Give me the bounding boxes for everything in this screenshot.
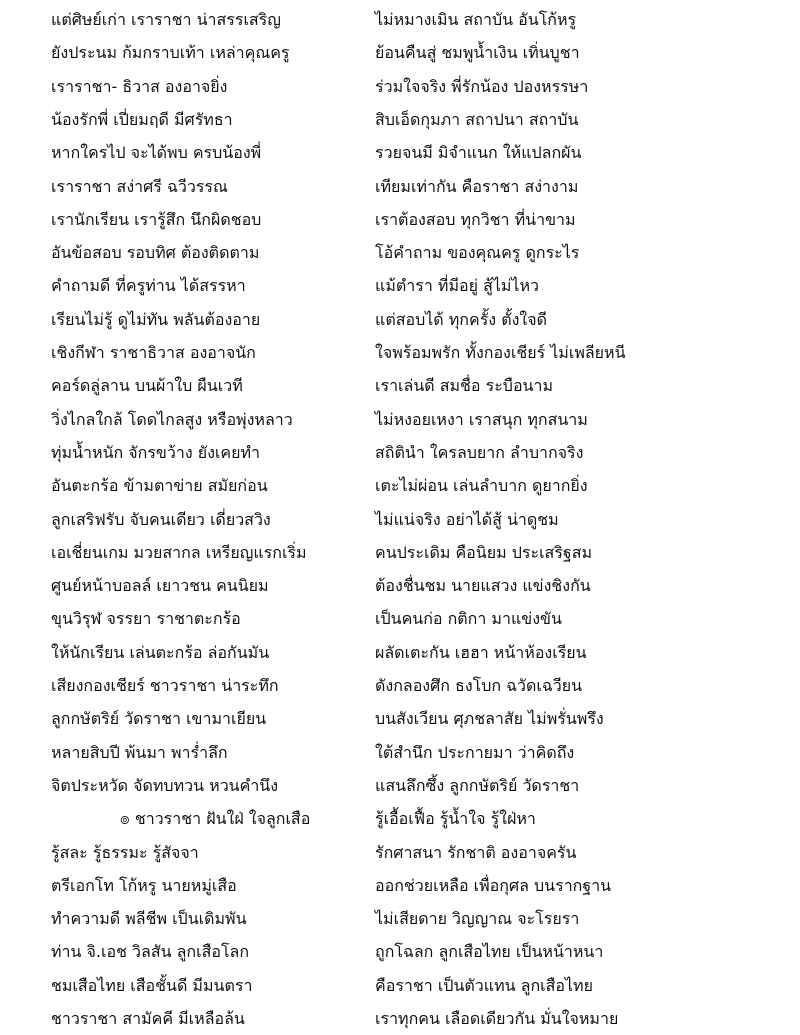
couplet-row (0, 304, 800, 336)
couplet-row (0, 970, 800, 1002)
verse-right: รักศาสนา รักชาติ องอาจครัน (375, 842, 577, 862)
couplet-row (0, 437, 800, 469)
couplet-row (0, 837, 800, 869)
verse-right: สิบเอ็ดกุมภา สถาปนา สถาบัน (375, 109, 579, 129)
couplet-row (0, 703, 800, 735)
verse-left: แต่ศิษย์เก่า เราราชา น่าสรรเสริญ (51, 10, 281, 29)
verse-left: คำถามดี ที่ครูท่าน ได้สรรหา (51, 276, 246, 296)
verse-left: เอเชี่ยนเกม มวยสากล เหรียญแรกเริ่ม (51, 542, 307, 562)
verse-right: ไม่เสียดาย วิญญาณ จะโรยรา (375, 909, 580, 929)
verse-left: หลายสิบปี พ้นมา พาร่ำลึก (51, 742, 228, 762)
verse-left: รู้สละ รู้ธรรมะ รู้สัจจา (51, 842, 199, 862)
verse-left: ทำความดี พลีชีพ เป็นเดิมพัน (51, 909, 247, 929)
verse-right: ไม่หมางเมิน สถาบัน อันโก้หรู (375, 10, 577, 29)
verse-right: บนสังเวียน ศุภชลาสัย ไม่พรั่นพรึง (375, 709, 604, 729)
verse-left: คอร์ดลู่ลาน บนผ้าใบ ผืนเวที (51, 376, 243, 396)
verse-left: เราราชา สง่าศรี ฉวีวรรณ (51, 176, 228, 196)
verse-left: เรานักเรียน เรารู้สึก นึกผิดชอบ (51, 209, 262, 229)
verse-left: ให้นักเรียน เล่นตะกร้อ ล่อกันมัน (51, 642, 270, 662)
couplet-row (0, 737, 800, 769)
couplet-row (0, 37, 800, 69)
verse-right: ดังกลองศึก ธงโบก ฉวัดเฉวียน (375, 676, 583, 695)
verse-right: ไม่แน่จริง อย่าได้สู้ น่าดูชม (375, 509, 559, 529)
couplet-row (0, 637, 800, 669)
verse-right: แต่สอบได้ ทุกครั้ง ตั้งใจดี (375, 309, 547, 329)
couplet-row (0, 470, 800, 502)
couplet-row (0, 936, 800, 968)
verse-right: โอ้คำถาม ของคุณครู ดูกระไร (375, 243, 580, 263)
couplet-row (0, 504, 800, 536)
couplet-row (0, 603, 800, 635)
verse-left: เราราชา- ธิวาส องอาจยิ่ง (51, 76, 228, 96)
verse-left: ลูกเสริฟรับ จับคนเดียว เดี่ยวสวิง (51, 509, 271, 529)
verse-right: ใต้สำนึก ประกายมา ว่าคิดถึง (375, 742, 575, 762)
couplet-row (0, 4, 800, 36)
verse-left: น้องรักพี่ เปี่ยมฤดี มีศรัทธา (51, 109, 233, 129)
verse-left: อันข้อสอบ รอบทิศ ต้องติดตาม (51, 243, 260, 263)
couplet-row (0, 803, 800, 835)
couplet-row (0, 903, 800, 935)
couplet-row (0, 404, 800, 436)
verse-left: ท่าน จิ.เอช วิลสัน ลูกเสือโลก (51, 942, 250, 962)
verse-right: ร่วมใจจริง พี่รักน้อง ปองหรรษา (375, 76, 589, 96)
verse-left: ทุ่มน้ำหนัก จักรขว้าง ยังเคยทำ (51, 442, 260, 462)
verse-right: เราทุกคน เลือดเดียวกัน มั่นใจหมาย (375, 1009, 619, 1028)
couplet-row (0, 1003, 800, 1035)
couplet-row (0, 237, 800, 269)
verse-left: ชาวราชา สามัคคี มีเหลือล้น (51, 1009, 245, 1028)
verse-left: จิตประหวัด จัดทบทวน หวนคำนึง (51, 775, 279, 795)
verse-right: ออกช่วยเหลือ เพื่อกุศล บนรากฐาน (375, 875, 612, 895)
verse-right: ไม่หงอยเหงา เราสนุก ทุกสนาม (375, 409, 588, 429)
couplet-row (0, 537, 800, 569)
verse-right: แสนลึกซึ้ง ลูกกษัตริย์ วัดราชา (375, 775, 580, 795)
verse-left: อันตะกร้อ ข้ามตาข่าย สมัยก่อน (51, 476, 268, 496)
couplet-row (0, 670, 800, 702)
couplet-row (0, 370, 800, 402)
couplet-row (0, 137, 800, 169)
verse-right: เตะไม่ผ่อน เล่นลำบาก ดูยากยิ่ง (375, 476, 588, 496)
verse-left: วิ่งไกลใกล้ โดดไกลสูง หรือพุ่งหลาว (51, 409, 293, 429)
verse-left: เสียงกองเชียร์ ชาวราชา น่าระทึก (51, 676, 279, 695)
verse-left: ตรีเอกโท โก้หรู นายหมู่เสือ (51, 875, 237, 895)
couplet-row (0, 204, 800, 236)
verse-left: หากใครไป จะได้พบ ครบน้องพี่ (51, 143, 262, 163)
verse-right: ต้องชื่นชม นายแสวง แข่งชิงกัน (375, 576, 591, 596)
verse-left: ๏ ชาวราชา ฝันใฝ่ ใจลูกเสือ (120, 809, 311, 829)
verse-left: ศูนย์หน้าบอลล์ เยาวชน คนนิยม (51, 576, 269, 596)
verse-left: ลูกกษัตริย์ วัดราชา เขามาเยียน (51, 709, 267, 729)
verse-right: แม้ตำรา ที่มีอยู่ สู้ไม่ไหว (375, 276, 539, 296)
verse-right: คนประเดิม คือนิยม ประเสริฐสม (375, 542, 593, 562)
couplet-row (0, 270, 800, 302)
couplet-row (0, 337, 800, 369)
couplet-row (0, 104, 800, 136)
couplet-row (0, 770, 800, 802)
verse-right: ถูกโฉลก ลูกเสือไทย เป็นหน้าหนา (375, 942, 604, 962)
verse-left: เรียนไม่รู้ ดูไม่ทัน พลันต้องอาย (51, 309, 261, 329)
couplet-row (0, 71, 800, 103)
verse-right: เราต้องสอบ ทุกวิชา ที่น่าขาม (375, 209, 576, 229)
verse-left: ขุนวิรุฬ จรรยา ราชาตะกร้อ (51, 609, 241, 629)
verse-left: ชมเสือไทย เสือชั้นดี มีมนตรา (51, 975, 253, 995)
verse-left: เชิงกีฬา ราชาธิวาส องอาจนัก (51, 343, 256, 362)
verse-right: เทียมเท่ากัน คือราชา สง่างาม (375, 176, 579, 196)
couplet-row (0, 570, 800, 602)
verse-right: คือราชา เป็นตัวแทน ลูกเสือไทย (375, 975, 593, 995)
verse-right: รู้เอื้อเฟื้อ รู้น้ำใจ รู้ใฝ่หา (375, 809, 536, 829)
verse-right: เราเล่นดี สมชื่อ ระบือนาม (375, 376, 554, 396)
couplet-row (0, 870, 800, 902)
verse-right: ผลัดเตะกัน เฮฮา หน้าห้องเรียน (375, 642, 587, 662)
couplet-row (0, 171, 800, 203)
verse-right: รวยจนมี มิจำแนก ให้แปลกผัน (375, 143, 582, 163)
verse-right: ย้อนคืนสู่ ชมพูน้ำเงิน เทิ่นบูชา (375, 43, 580, 63)
verse-left: ยังประนม ก้มกราบเท้า เหล่าคุณครู (51, 43, 290, 63)
verse-right: ใจพร้อมพรัก ทั้งกองเชียร์ ไม่เพลียหนี (375, 343, 626, 362)
verse-right: เป็นคนก่อ กติกา มาแข่งขัน (375, 609, 562, 629)
verse-right: สถิตินำ ใครลบยาก ลำบากจริง (375, 442, 584, 462)
